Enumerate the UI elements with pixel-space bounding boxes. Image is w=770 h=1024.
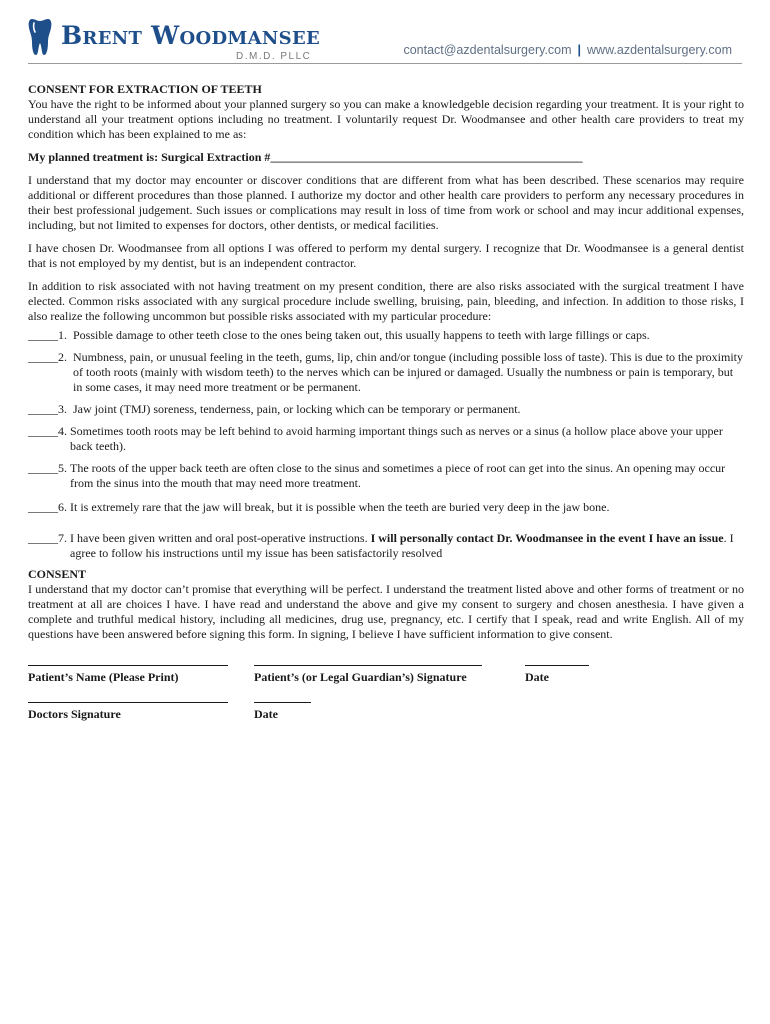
patient-name-field[interactable] [28,665,228,684]
risk-initial-blank[interactable]: _____6. [28,500,70,514]
doctor-date-line[interactable] [254,702,311,703]
risk-text: Sometimes tooth roots may be left behind to avoid harming important things such as nerves or a sinus (a hollow place above your upper back teeth). [70,424,723,453]
patient-date-line[interactable] [525,665,589,666]
patient-signature-line[interactable] [254,665,482,666]
risk-item [28,500,744,515]
contact-email-link[interactable]: contact@azdentalsurgery.com [403,43,572,57]
doctor-signature-label: Doctors Signature [28,707,121,721]
chosen-doctor-paragraph: I have chosen Dr. Woodmansee from all options I was offered to perform my dental surgery. I recognize that Dr. Woodmansee is a general dentist that is not employed by my dentist, but is an independent contractor. [28,241,744,270]
risk-initial-blank[interactable]: _____2. [28,350,73,364]
intro-paragraph: You have the right to be informed about your planned surgery so you can make a knowledgeble decision regarding your treatment. It is your right to understand all your treatment options including no treatment. I voluntarily request Dr. Woodmansee and other health care providers to treat my condition which has been explained to me as: [28,97,744,141]
risk7-text-b: . I agree to follow his instructions until my issue has been satisfactorily resolved [70,531,734,560]
brand-suffix: D.M.D. PLLC [236,51,312,62]
patient-date-field[interactable] [525,665,589,684]
risk-text: Numbness, pain, or unusual feeling in the teeth, gums, lip, chin and/or tongue (including possible loss of taste). This is due to the proximity of tooth roots (mainly with wisdom teeth) to the nerves which can be injured or damaged. Usually the numbness or pain is temporary, but in some cases, it may need more treatment or be permanent. [73,350,744,394]
risk-text: It is extremely rare that the jaw will break, but it is possible when the teeth are buried very deep in the jaw bone. [70,500,610,514]
risk-initial-blank[interactable]: _____1. [28,328,73,342]
risk-item [28,328,744,343]
risk-item [28,402,744,417]
patient-signature-label: Patient’s (or Legal Guardian’s) Signature [254,670,467,684]
patient-name-label: Patient’s Name (Please Print) [28,670,179,684]
risk-initial-blank[interactable]: _____4. [28,424,70,438]
risk-item-instructions [28,531,744,561]
consent-heading: CONSENT [28,567,87,581]
risk-text: Jaw joint (TMJ) soreness, tenderness, pain, or locking which can be temporary or permanent. [73,402,521,416]
risk-item [28,424,744,454]
contact-line [0,43,732,57]
risk-initial-blank[interactable]: _____3. [28,402,73,416]
website-link[interactable]: www.azdentalsurgery.com [587,43,732,57]
risk-text: The roots of the upper back teeth are often close to the sinus and sometimes a piece of root can get into the sinus. An opening may occur from the sinus into the mouth that may need more treatment. [70,461,726,490]
header-divider [28,63,742,64]
risk-item [28,461,744,491]
doctor-signature-line[interactable] [28,702,228,703]
risk-item [28,350,744,395]
planned-treatment-line [28,150,744,165]
risk-initial-blank[interactable]: _____7. [28,531,70,545]
doctor-date-label: Date [254,707,278,721]
risk-initial-blank[interactable]: _____5. [28,461,70,475]
planned-treatment-blank[interactable]: ____________________________________________________ [270,150,583,164]
risk7-text-a: I have been given written and oral post-operative instructions. [70,531,371,545]
document-title: CONSENT FOR EXTRACTION OF TEETH [28,82,262,96]
contact-separator: | [577,43,582,57]
brand-name: Brent Woodmansee [61,21,320,50]
doctor-date-field[interactable] [254,702,311,721]
patient-signature-field[interactable] [254,665,482,684]
risks-paragraph: In addition to risk associated with not having treatment on my present condition, there are also risks associated with the surgical treatment I have elected. Common risks associated with any surgical procedure include swelling, bruising, pain, bleeding, and infection. In addition to those risks, I also realize the following uncommon but possible risks associated with my particular procedure: [28,279,744,323]
risk-text: Possible damage to other teeth close to the ones being taken out, this usually happens to teeth with large fillings or caps. [73,328,650,342]
conditions-paragraph: I understand that my doctor may encounter or discover conditions that are different from what has been described. These scenarios may require additional or different procedures than those planned. I authorize my doctor and other health care providers to perform any necessary procedures in their best professional judgement. Such issues or complications may result in loss of time from work or school and may incur additional expenses, including, but not limited to expenses for doctors, other dentists, or medical facilities. [28,173,744,232]
document-body [28,82,744,642]
doctor-signature-field[interactable] [28,702,228,721]
risk7-text-bold: I will personally contact Dr. Woodmansee in the event I have an issue [370,531,724,545]
planned-treatment-label: My planned treatment is: Surgical Extraction # [28,150,271,164]
patient-name-line[interactable] [28,665,228,666]
consent-paragraph: I understand that my doctor can’t promise that everything will be perfect. I understand the treatment listed above and other forms of treatment or no treatment at all are choices I have. I have read and understand the above and give my consent to surgery and chosen anesthesia. I have given a complete and truthful medical history, including all medicines, drug use, pregnancy, etc. I certify that I speak, read and write English. All of my questions have been answered before signing this form. In signing, I believe I have sufficient information to give consent. [28,582,744,641]
patient-date-label: Date [525,670,549,684]
risk-text [70,531,744,561]
